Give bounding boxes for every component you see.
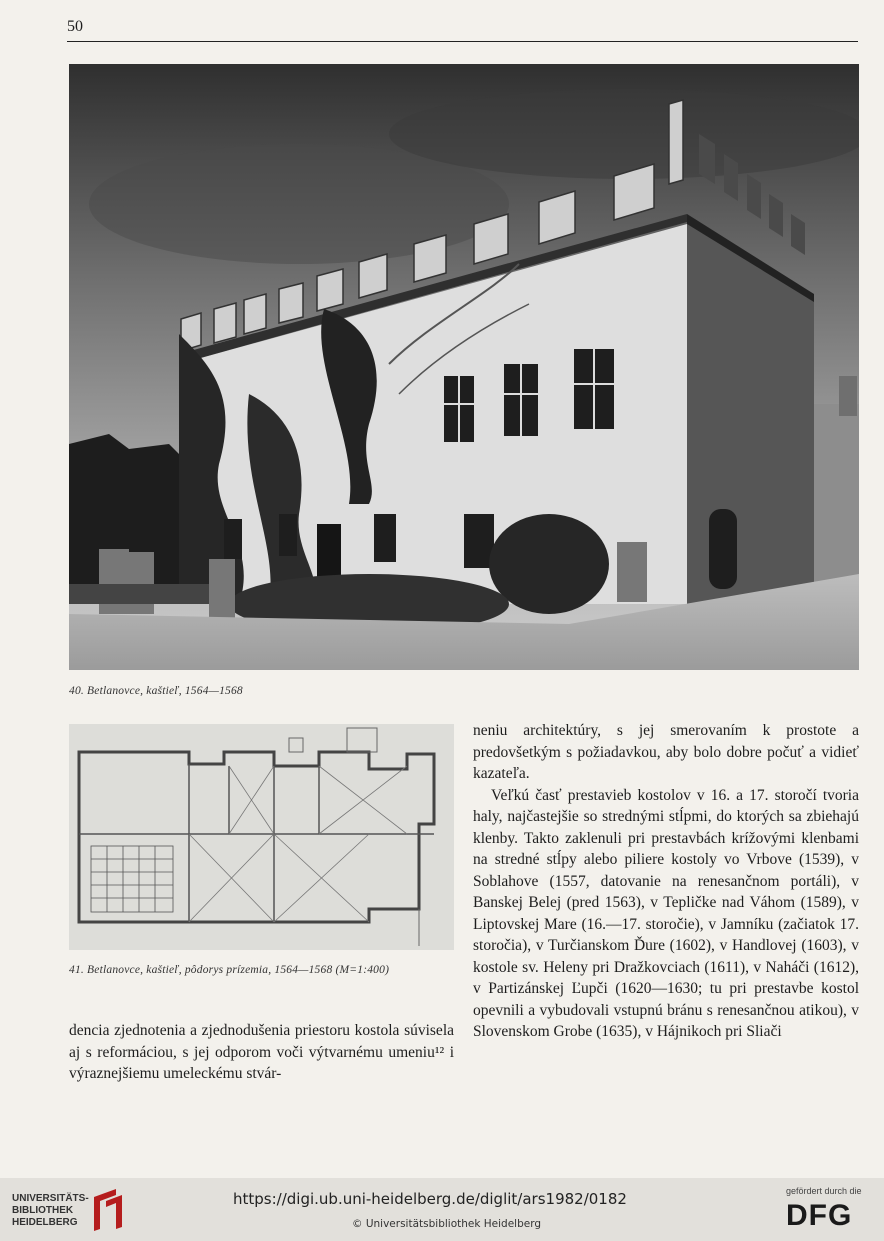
funding-note: gefördert durch die xyxy=(786,1186,862,1196)
digital-library-link[interactable]: https://digi.ub.uni-heidelberg.de/diglit/ars1982/0182 xyxy=(233,1190,627,1208)
paragraph-churches: Veľkú časť prestavieb kostolov v 16. a 17. storočí tvoria haly, najčastejšie so strednými stĺpmi, do ktorých sa zbiehajú klenby. Takto zaklenuli pri prestavbách krížovými klenbami na stredné stĺpy alebo piliere kostoly vo Vrbove (1539), v Soblahove (1557, datovanie na renesančnom portáli), v Banskej Belej (pred 1563), v Tepličke nad Váhom (1589), v Liptovskej Mare (16.—17. storočie), v Jamníku (začiatok 17. storočia), v Turčianskom Ďure (1602), v Handlovej (1603), v kostole sv. Heleny pri Dražkovciach (1611), v Naháči (1612), v Partizánskej Ľupči (1620—1630; tu pri prestavbe kostol opevnili a vybudovali vstupnú bránu s renesančnou atikou), v Slovenskom Grobe (1635), v Hájnikoch pri Sliači xyxy=(473,786,859,1040)
figure-caption-40: 40. Betlanovce, kaštieľ, 1564—1568 xyxy=(69,685,243,697)
copyright-notice: © Universitätsbibliothek Heidelberg xyxy=(352,1218,542,1230)
paragraph-continuation: neniu architektúry, s jej smerovaním k prostote a predovšetkým s požiadavkou, aby bolo dobre počuť a vidieť kazateľa. xyxy=(473,722,859,782)
page-number: 50 xyxy=(67,18,83,35)
left-text-column xyxy=(69,1020,454,1085)
right-text-column xyxy=(473,720,859,1043)
header-rule xyxy=(67,41,858,42)
floor-plan-drawing xyxy=(69,724,454,950)
manor-house-photo xyxy=(69,64,859,670)
footer-bar xyxy=(0,1178,884,1241)
library-logo-icon xyxy=(90,1187,124,1233)
figure-caption-41: 41. Betlanovce, kaštieľ, pôdorys prízemia, 1564—1568 (M=1:400) xyxy=(69,964,390,976)
paragraph-reformation: dencia zjednotenia a zjednodušenia priestoru kostola súvisela aj s reformáciou, s jej odporom voči výtvarnému umeniu¹² i výraznejšiemu umeleckému stvár- xyxy=(69,1022,454,1082)
dfg-logo: DFG xyxy=(786,1199,853,1232)
library-logo-text: UNIVERSITÄTS- BIBLIOTHEK HEIDELBERG xyxy=(12,1193,89,1228)
